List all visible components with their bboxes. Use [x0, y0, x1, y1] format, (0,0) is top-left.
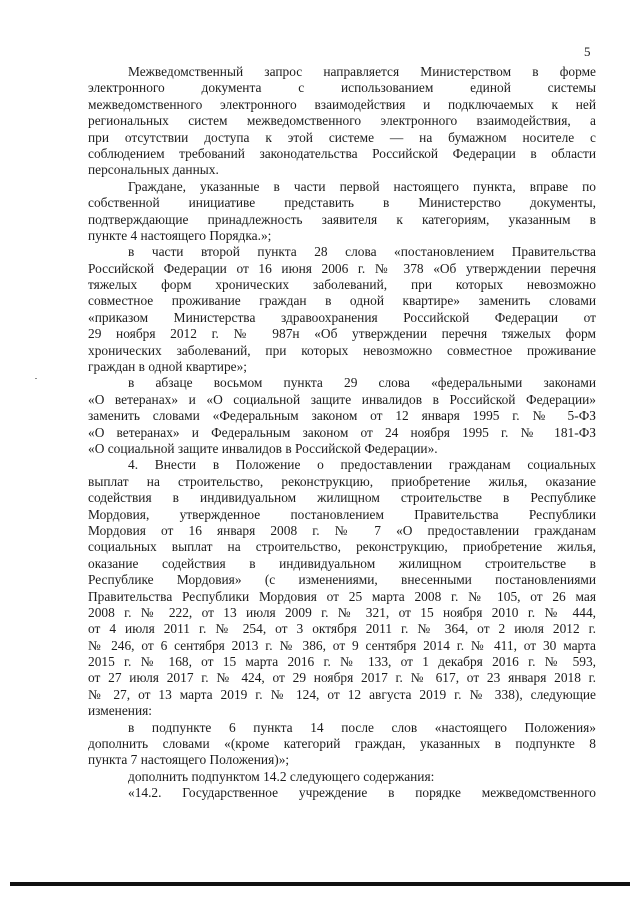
text-line: «О ветеранах» и Федеральным законом от 24 ноября 1995 г. № 181-ФЗ	[88, 424, 596, 440]
text-line: «О социальной защите инвалидов в Российской Федерации».	[88, 440, 438, 456]
text-line: в части второй пункта 28 слова «постановлением Правительства	[128, 244, 596, 260]
text-line: подтверждающие принадлежность заявителя к категориям, указанным в	[88, 211, 596, 227]
text-line: собственной инициативе представить в Министерство документы,	[88, 195, 596, 211]
text-line: Правительства Республики Мордовия от 25 марта 2008 г. № 105, от 26 мая	[88, 588, 596, 604]
text-line: Межведомственный запрос направляется Министерством в форме	[128, 64, 596, 79]
text-line: Республике Мордовия» (с изменениями, внесенными постановлениями	[88, 572, 596, 588]
text-line: Граждане, указанные в части первой настоящего пункта, вправе по	[128, 178, 596, 194]
scan-edge-bar	[10, 882, 630, 886]
text-line: «О ветеранах» и «О социальной защите инвалидов в Российской Федерации»	[88, 391, 596, 407]
text-line: хронических заболеваний, при которых невозможно совместное проживание	[88, 342, 596, 358]
text-line: социальных выплат на строительство, реконструкцию, приобретение жилья,	[88, 539, 596, 555]
text-line: № 27, от 13 марта 2019 г. № 124, от 12 августа 2019 г. № 338), следующие	[88, 686, 596, 702]
text-line: 2008 г. № 222, от 13 июля 2009 г. № 321, от 15 ноября 2010 г. № 444,	[88, 604, 596, 620]
text-line: от 4 июля 2011 г. № 254, от 3 октября 2011 г. № 364, от 2 июля 2012 г.	[88, 621, 596, 637]
text-line: персональных данных.	[88, 162, 219, 178]
text-line: пункта 7 настоящего Положения)»;	[88, 752, 290, 768]
text-line: оказание содействия в индивидуальном жилищном строительстве в	[88, 555, 596, 571]
text-line: «14.2. Государственное учреждение в порядке межведомственного	[128, 785, 596, 801]
text-line: 2015 г. № 168, от 15 марта 2016 г. № 133, от 1 декабря 2016 г. № 593,	[88, 654, 596, 670]
text-line: соблюдением требований законодательства Российской Федерации в области	[88, 145, 596, 161]
text-line: № 246, от 6 сентября 2013 г. № 386, от 9 сентября 2014 г. № 411, от 30 марта	[88, 637, 596, 653]
text-line: при отсутствии доступа к этой системе — на бумажном носителе с	[88, 129, 596, 145]
text-line: от 27 июля 2017 г. № 424, от 29 ноября 2017 г. № 617, от 23 января 2018 г.	[88, 670, 596, 686]
text-line: электронного документа с использованием единой системы	[88, 80, 596, 96]
text-line: пункте 4 настоящего Порядка.»;	[88, 227, 272, 243]
page-number: 5	[584, 44, 591, 59]
text-line: Российской Федерации от 16 июня 2006 г. № 378 «Об утверждении перечня	[88, 260, 596, 276]
text-line: Мордовия от 16 января 2008 г. № 7 «О предоставлении гражданам	[88, 522, 596, 538]
document-body	[88, 64, 596, 802]
text-line: в подпункте 6 пункта 14 после слов «настоящего Положения»	[128, 719, 596, 735]
text-line: дополнить подпунктом 14.2 следующего содержания:	[128, 768, 435, 784]
text-line: 29 ноября 2012 г. № 987н «Об утверждении перечня тяжелых форм	[88, 326, 596, 342]
text-line: Мордовия, утвержденное постановлением Правительства Республики	[88, 506, 596, 522]
text-line: межведомственного электронного взаимодействия и подключаемых к ней	[88, 96, 596, 112]
text-line: дополнить словами «(кроме категорий граждан, указанных в подпункте 8	[88, 736, 596, 752]
text-line: «приказом Министерства здравоохранения Российской Федерации от	[88, 309, 596, 325]
text-line: совместное проживание граждан в одной квартире» заменить словами	[88, 293, 596, 309]
text-line: региональных систем межведомственного электронного взаимодействия, а	[88, 113, 596, 129]
text-line: в абзаце восьмом пункта 29 слова «федеральными законами	[128, 375, 596, 391]
text-line: 4. Внести в Положение о предоставлении гражданам социальных	[128, 457, 596, 473]
text-line: заменить словами «Федеральным законом от 12 января 1995 г. № 5-ФЗ	[88, 408, 596, 424]
text-line: тяжелых форм хронических заболеваний, при которых невозможно	[88, 277, 596, 293]
text-line: граждан в одной квартире»;	[88, 359, 248, 375]
text-line: изменения:	[88, 703, 153, 719]
scan-artifact	[35, 378, 37, 379]
text-line: содействия в индивидуальном жилищном строительстве в Республике	[88, 490, 596, 506]
text-line: выплат на строительство, реконструкцию, приобретение жилья, оказание	[88, 473, 596, 489]
